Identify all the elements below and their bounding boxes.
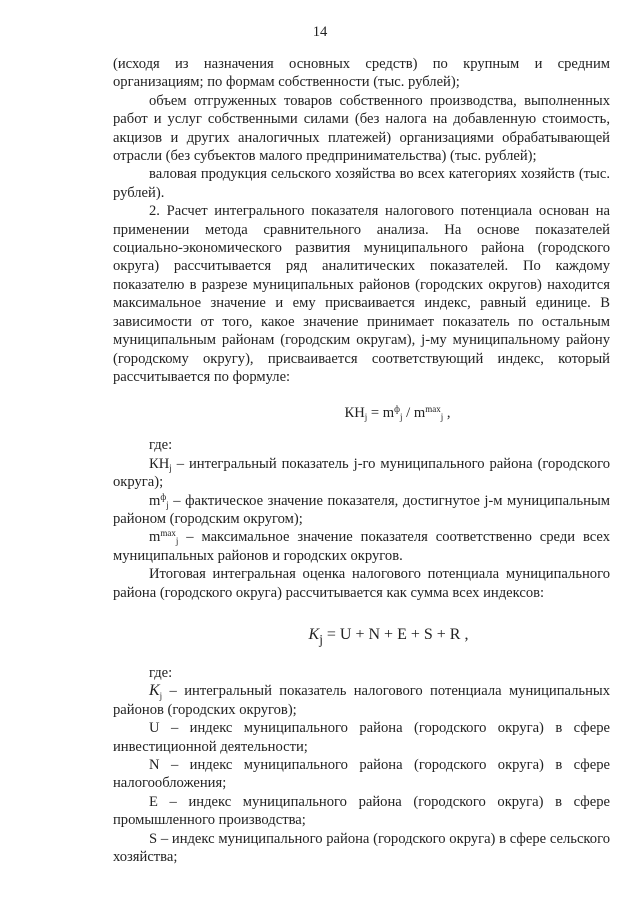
definition-kn-sub: j — [169, 462, 172, 473]
definition-s: S – индекс муниципального района (городского округа) в сфере сельского хозяйства; — [113, 830, 610, 866]
definition-e: E – индекс муниципального района (городского округа) в сфере промышленного производства; — [113, 793, 610, 829]
definition-m-fact-sub: j — [166, 499, 169, 510]
formula-total — [113, 624, 610, 646]
definition-k-symbol: K — [149, 682, 160, 700]
paragraph-gross-output: валовая продукция сельского хозяйства во всех категориях хозяйств (тыс. рублей). — [113, 166, 610, 201]
paragraph-total-estimate: Итоговая интегральная оценка налогового потенциала муниципального района (городского округа) рассчитывается как сумма всех индексов: — [113, 566, 610, 601]
definition-m-max-text: – максимальное значение показателя соответственно среди всех муниципальных районов и городских округов. — [113, 529, 610, 564]
where-label-1: где: — [149, 437, 173, 454]
formula-index-lhs-sub: j — [364, 412, 368, 423]
page-content — [113, 55, 610, 866]
formula-total-lhs-sub: j — [319, 631, 323, 647]
formula-index-lhs: КН — [344, 405, 365, 422]
definition-m-fact — [113, 492, 610, 529]
definition-m-fact-sup: ф — [160, 491, 167, 502]
formula-index-tail: , — [443, 405, 451, 422]
formula-index — [113, 404, 610, 422]
formula-total-lhs: K — [308, 625, 320, 643]
paragraph-continuation: (исходя из назначения основных средств) по крупным и средним организациям; по формам собственности (тыс. рублей); — [113, 56, 610, 91]
definition-m-max-sub: j — [175, 536, 179, 547]
where-label-2: где: — [149, 664, 173, 681]
definition-kn-text: – интегральный показатель j-го муниципального района (городского округа); — [113, 455, 610, 491]
formula-index-max-sup: max — [425, 404, 441, 415]
page-number: 14 — [312, 24, 328, 40]
definition-k — [113, 682, 610, 719]
definition-u: U – индекс муниципального района (городского округа) в сфере инвестиционной деятельности; — [113, 720, 610, 755]
formula-index-max-sub: j — [440, 412, 444, 423]
definition-k-sub: j — [159, 690, 163, 701]
formula-index-eq: = m — [367, 405, 395, 422]
definition-k-text: – интегральный показатель налогового потенциала муниципальных районов (городских округов); — [113, 683, 610, 718]
formula-index-slash: / m — [402, 405, 426, 422]
formula-index-m-sup: ф — [394, 404, 400, 415]
definition-n: N – индекс муниципального района (городского округа) в сфере налогообложения; — [113, 757, 610, 792]
definition-m-max-symbol: m — [149, 529, 161, 546]
definition-m-max-sup: max — [160, 528, 176, 539]
definition-m-fact-text: – фактическое значение показателя, достигнутое j-м муниципальным районом (городским округом); — [113, 492, 610, 527]
paragraph-shipped-goods: объем отгруженных товаров собственного производства, выполненных работ и услуг собственными силами (без налога на добавленную стоимость, акцизов и других аналогичных платежей) организациями обрабатывающей отрасли (без субъектов малого предпринимательства) (тыс. рублей); — [113, 92, 610, 165]
definition-m-max — [113, 528, 610, 565]
definition-kn-symbol: КН — [149, 455, 170, 472]
definition-m-fact-symbol: m — [149, 492, 161, 509]
definition-kn — [113, 455, 610, 492]
formula-index-m-sub: j — [400, 412, 403, 423]
paragraph-section-2: 2. Расчет интегрального показателя налогового потенциала основан на применении метода сравнительного анализа. На основе показателей социально-экономического развития муниципального района (городского округа) рассчитывается ряд аналитических показателей. По каждому показателю в разрезе муниципальных районов (городских округов) находится максимальное значение и ему присваивается индекс, равный единице. В зависимости от того, какое значение принимает показатель по остальным муниципальным районам (городским округам), j-му муниципальному району (городскому округу), присваивается соответствующий индекс, который рассчитывается по формуле: — [113, 203, 610, 385]
formula-total-rhs: = U + N + E + S + R , — [322, 625, 469, 643]
